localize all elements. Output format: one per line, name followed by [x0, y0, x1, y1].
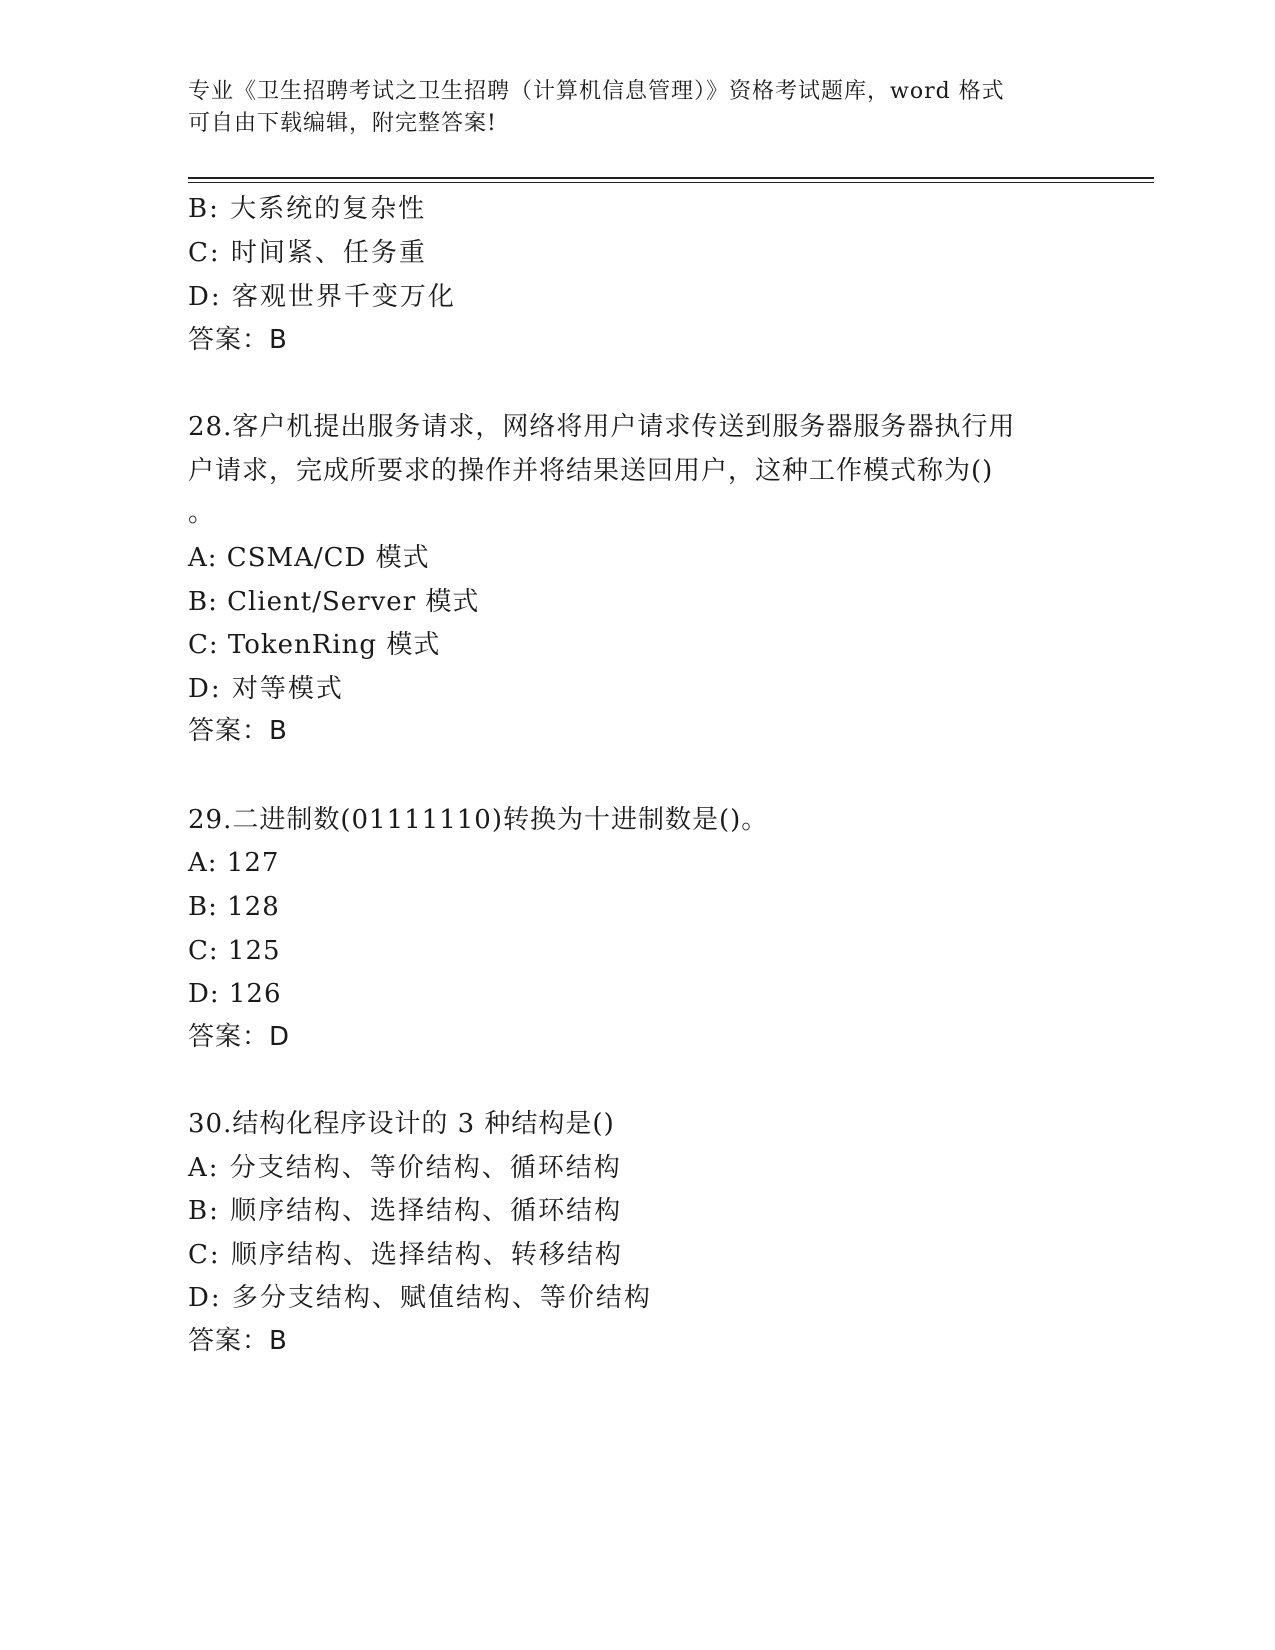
q30-option-b: B: 顺序结构、选择结构、循环结构 — [188, 1196, 623, 1226]
q28-option-d: D: 对等模式 — [188, 674, 344, 704]
q30-option-c: C: 顺序结构、选择结构、转移结构 — [188, 1240, 623, 1270]
q28-option-b: B: Client/Server 模式 — [188, 587, 480, 617]
q30-answer: 答案：B — [188, 1326, 288, 1356]
q28-answer: 答案：B — [188, 716, 288, 746]
q28-stem-line-2: 户请求，完成所要求的操作并将结果送回用户，这种工作模式称为() — [188, 456, 994, 486]
q29-option-d: D: 126 — [188, 979, 282, 1009]
header-line-2: 可自由下载编辑，附完整答案! — [188, 111, 497, 136]
header-line-1: 专业《卫生招聘考试之卫生招聘（计算机信息管理）》资格考试题库，word 格式 — [188, 79, 1005, 104]
q30-stem: 30.结构化程序设计的 3 种结构是() — [188, 1109, 615, 1139]
q30-option-a: A: 分支结构、等价结构、循环结构 — [188, 1153, 622, 1183]
header-divider-thick — [188, 177, 1154, 179]
q27-option-d: D: 客观世界千变万化 — [188, 282, 456, 312]
q29-answer: 答案：D — [188, 1022, 291, 1052]
q27-option-b: B: 大系统的复杂性 — [188, 194, 427, 224]
q29-option-b: B: 128 — [188, 892, 280, 922]
header-divider-thin — [188, 182, 1154, 183]
q28-option-a: A: CSMA/CD 模式 — [188, 543, 430, 573]
q28-option-c: C: TokenRing 模式 — [188, 630, 441, 660]
q30-option-d: D: 多分支结构、赋值结构、等价结构 — [188, 1283, 652, 1313]
q29-option-c: C: 125 — [188, 936, 281, 966]
document-header — [188, 76, 1088, 140]
q27-answer: 答案：B — [188, 325, 288, 355]
q27-option-c: C: 时间紧、任务重 — [188, 238, 427, 268]
q28-stem-line-1: 28.客户机提出服务请求，网络将用户请求传送到服务器服务器执行用 — [188, 412, 1016, 442]
q29-option-a: A: 127 — [188, 848, 280, 878]
q28-stem-line-3: 。 — [188, 498, 216, 528]
q29-stem: 29.二进制数(01111110)转换为十进制数是()。 — [188, 805, 769, 835]
